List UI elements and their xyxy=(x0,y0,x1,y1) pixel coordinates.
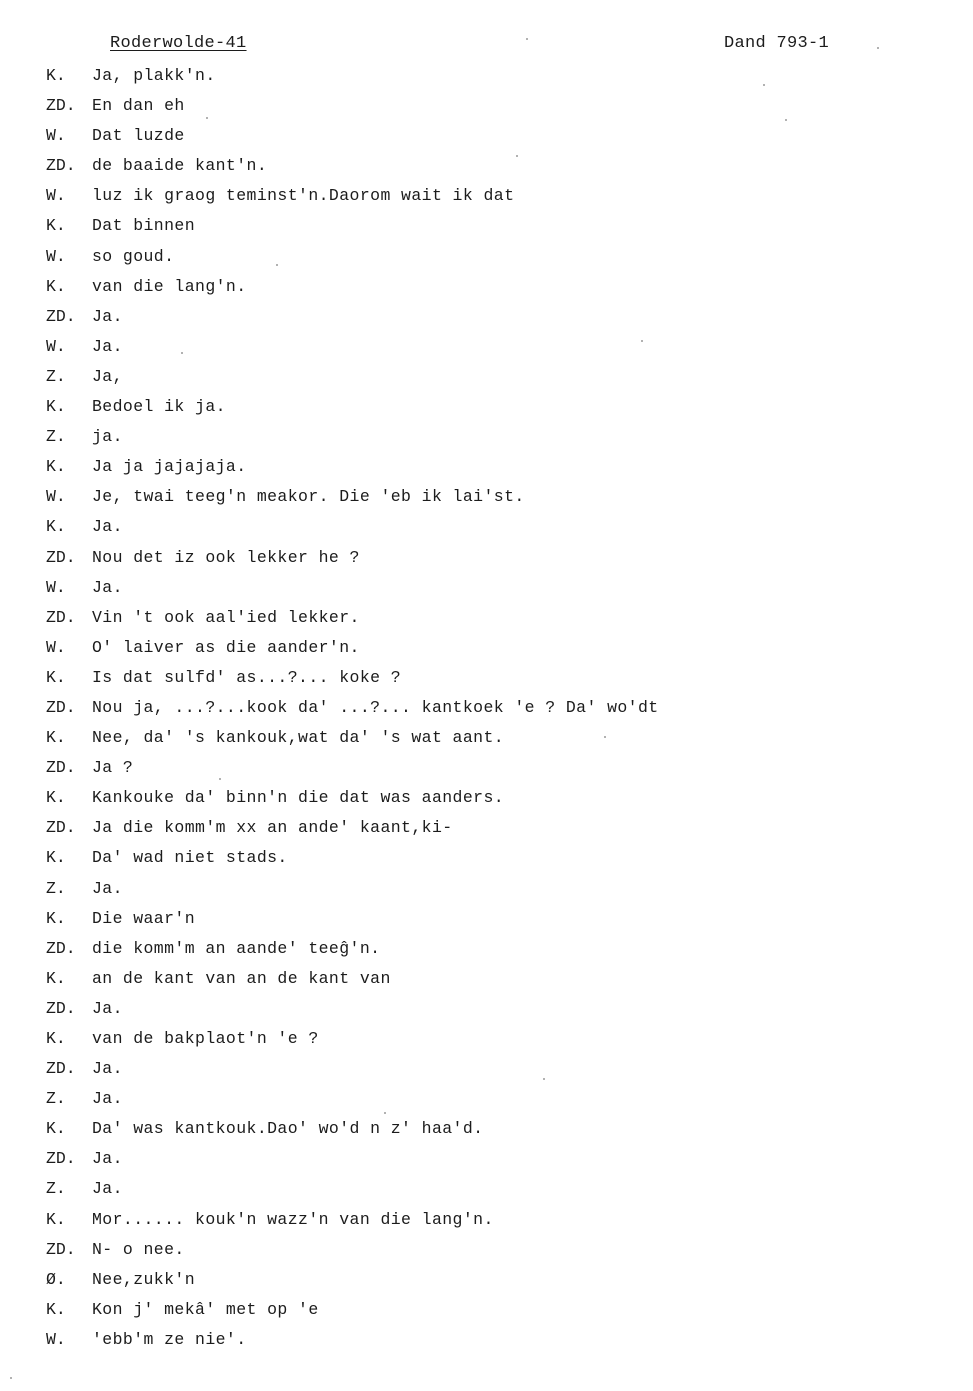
speaker-label: Z. xyxy=(46,366,66,386)
utterance-text: 'ebb'm ze nie'. xyxy=(92,1329,247,1349)
transcript-line xyxy=(0,546,973,576)
utterance-text: die komm'm an aande' teeĝ'n. xyxy=(92,938,381,958)
utterance-text: Ja. xyxy=(92,1149,123,1169)
scan-speck xyxy=(206,117,208,119)
utterance-text: Ja. xyxy=(92,1059,123,1079)
speaker-label: ZD. xyxy=(46,758,76,778)
scan-speck xyxy=(543,1078,545,1080)
speaker-label: K. xyxy=(46,457,66,477)
transcript-line xyxy=(0,846,973,876)
utterance-text: Da' wad niet stads. xyxy=(92,848,288,868)
transcript-line xyxy=(0,1027,973,1057)
utterance-text: so goud. xyxy=(92,246,175,266)
transcript-line xyxy=(0,696,973,726)
utterance-text: Ja. xyxy=(92,1089,123,1109)
utterance-text: Nee, da' 's kankouk,wat da' 's wat aant. xyxy=(92,728,505,748)
utterance-text: Ja, xyxy=(92,366,123,386)
utterance-text: Vin 't ook aal'ied lekker. xyxy=(92,607,360,627)
utterance-text: Dat binnen xyxy=(92,216,196,236)
transcript-line xyxy=(0,937,973,967)
speaker-label: ZD. xyxy=(46,547,76,567)
speaker-label: K. xyxy=(46,968,66,988)
utterance-text: Ja. xyxy=(92,878,123,898)
speaker-label: K. xyxy=(46,1029,66,1048)
speaker-label: ZD. xyxy=(46,998,76,1018)
transcript-line xyxy=(0,515,973,545)
transcript-line xyxy=(0,1268,973,1298)
speaker-label: Z. xyxy=(46,1089,66,1109)
transcript-line xyxy=(0,124,973,154)
speaker-label: W. xyxy=(46,1329,66,1349)
scan-speck xyxy=(10,1377,12,1379)
transcript-line xyxy=(0,1298,973,1328)
transcript-line xyxy=(0,335,973,365)
utterance-text: Ja. xyxy=(92,517,123,537)
transcript-lines xyxy=(0,64,973,1358)
transcript-line xyxy=(0,967,973,997)
speaker-label: K. xyxy=(46,1209,66,1229)
speaker-label: ZD. xyxy=(46,697,76,717)
transcript-line xyxy=(0,606,973,636)
utterance-text: En dan eh xyxy=(92,96,185,116)
transcript-line xyxy=(0,997,973,1027)
speaker-label: W. xyxy=(46,186,66,206)
utterance-text: Da' was kantkouk.Dao' wo'd n z' haa'd. xyxy=(92,1119,484,1139)
utterance-text: Ja ? xyxy=(92,758,134,778)
speaker-label: ZD. xyxy=(46,1059,76,1079)
speaker-label: ZD. xyxy=(46,607,76,627)
utterance-text: O' laiver as die aander'n. xyxy=(92,637,360,657)
archive-reference: Dand 793-1 xyxy=(724,34,830,53)
speaker-label: ZD. xyxy=(46,156,76,176)
utterance-text: Ja ja jajajaja. xyxy=(92,457,247,477)
transcript-line xyxy=(0,1328,973,1358)
utterance-text: ja. xyxy=(92,427,123,447)
speaker-label: Z. xyxy=(46,878,66,898)
scan-speck xyxy=(785,119,787,121)
utterance-text: Kon j' mekâ' met op 'e xyxy=(92,1299,319,1319)
transcript-line xyxy=(0,214,973,244)
speaker-label: ZD. xyxy=(46,96,76,116)
utterance-text: Ja. xyxy=(92,306,123,326)
speaker-label: K. xyxy=(46,848,66,868)
transcript-line xyxy=(0,816,973,846)
speaker-label: Ø. xyxy=(46,1269,66,1289)
utterance-text: Ja. xyxy=(92,1179,123,1199)
transcript-line xyxy=(0,455,973,485)
scan-speck xyxy=(219,778,221,780)
transcript-line xyxy=(0,1238,973,1268)
scan-speck xyxy=(526,38,528,40)
transcript-line xyxy=(0,786,973,816)
transcript-line xyxy=(0,1087,973,1117)
utterance-text: Ja. xyxy=(92,577,123,597)
utterance-text: Nou ja, ...?...kook da' ...?... kantkoek 'e ? Da' wo'dt xyxy=(92,697,659,717)
scan-speck xyxy=(763,84,765,86)
utterance-text: Bedoel ik ja. xyxy=(92,397,226,417)
scan-speck xyxy=(384,1112,386,1114)
transcript-line xyxy=(0,184,973,214)
transcript-line xyxy=(0,154,973,184)
utterance-text: Nou det iz ook lekker he ? xyxy=(92,547,360,567)
speaker-label: ZD. xyxy=(46,938,76,958)
speaker-label: K. xyxy=(46,397,66,417)
transcript-line xyxy=(0,726,973,756)
transcript-line xyxy=(0,275,973,305)
transcript-line xyxy=(0,907,973,937)
scan-speck xyxy=(604,736,606,738)
speaker-label: K. xyxy=(46,1299,66,1319)
speaker-label: ZD. xyxy=(46,1239,76,1259)
speaker-label: Z. xyxy=(46,1179,66,1199)
speaker-label: K. xyxy=(46,667,66,687)
speaker-label: ZD. xyxy=(46,306,76,326)
speaker-label: W. xyxy=(46,637,66,657)
speaker-label: K. xyxy=(46,216,66,236)
scan-speck xyxy=(516,155,518,157)
transcript-line xyxy=(0,395,973,425)
utterance-text: Ja, plakk'n. xyxy=(92,66,216,85)
speaker-label: W. xyxy=(46,246,66,266)
transcript-line xyxy=(0,1117,973,1147)
speaker-label: K. xyxy=(46,1119,66,1139)
transcript-line xyxy=(0,1147,973,1177)
transcript-line xyxy=(0,305,973,335)
utterance-text: luz ik graog teminst'n.Daorom wait ik dat xyxy=(92,186,515,206)
speaker-label: K. xyxy=(46,517,66,537)
scan-speck xyxy=(641,340,643,342)
speaker-label: K. xyxy=(46,66,66,85)
utterance-text: Dat luzde xyxy=(92,126,185,146)
transcript-line xyxy=(0,1057,973,1087)
utterance-text: Ja die komm'm xx an ande' kaant,ki- xyxy=(92,818,453,838)
transcript-line xyxy=(0,1208,973,1238)
utterance-text: Ja. xyxy=(92,998,123,1018)
scan-speck xyxy=(276,264,278,266)
speaker-label: K. xyxy=(46,276,66,296)
transcript-line xyxy=(0,636,973,666)
transcript-line xyxy=(0,666,973,696)
speaker-label: ZD. xyxy=(46,1149,76,1169)
utterance-text: de baaide kant'n. xyxy=(92,156,268,176)
utterance-text: Ja. xyxy=(92,336,123,356)
utterance-text: Is dat sulfd' as...?... koke ? xyxy=(92,667,402,687)
transcript-line xyxy=(0,576,973,606)
speaker-label: K. xyxy=(46,728,66,748)
speaker-label: W. xyxy=(46,577,66,597)
utterance-text: Die waar'n xyxy=(92,908,196,928)
utterance-text: Kankouke da' binn'n die dat was aanders. xyxy=(92,788,505,808)
utterance-text: an de kant van an de kant van xyxy=(92,968,391,988)
speaker-label: W. xyxy=(46,487,66,507)
transcript-line xyxy=(0,1177,973,1207)
scan-speck xyxy=(877,47,879,49)
transcript-line xyxy=(0,94,973,124)
speaker-label: W. xyxy=(46,126,66,146)
utterance-text: van de bakplaot'n 'e ? xyxy=(92,1029,319,1048)
transcript-line xyxy=(0,425,973,455)
scan-speck xyxy=(181,352,183,354)
speaker-label: ZD. xyxy=(46,818,76,838)
utterance-text: Nee,zukk'n xyxy=(92,1269,196,1289)
transcript-line xyxy=(0,877,973,907)
document-title: Roderwolde-41 xyxy=(110,34,247,53)
utterance-text: Je, twai teeg'n meakor. Die 'eb ik lai'st. xyxy=(92,487,525,507)
speaker-label: K. xyxy=(46,908,66,928)
transcript-line xyxy=(0,365,973,395)
utterance-text: N- o nee. xyxy=(92,1239,185,1259)
speaker-label: W. xyxy=(46,336,66,356)
transcript-line xyxy=(0,245,973,275)
transcript-line xyxy=(0,485,973,515)
transcript-line xyxy=(0,64,973,94)
utterance-text: Mor...... kouk'n wazz'n van die lang'n. xyxy=(92,1209,494,1229)
speaker-label: K. xyxy=(46,788,66,808)
transcript-line xyxy=(0,756,973,786)
utterance-text: van die lang'n. xyxy=(92,276,247,296)
speaker-label: Z. xyxy=(46,427,66,447)
